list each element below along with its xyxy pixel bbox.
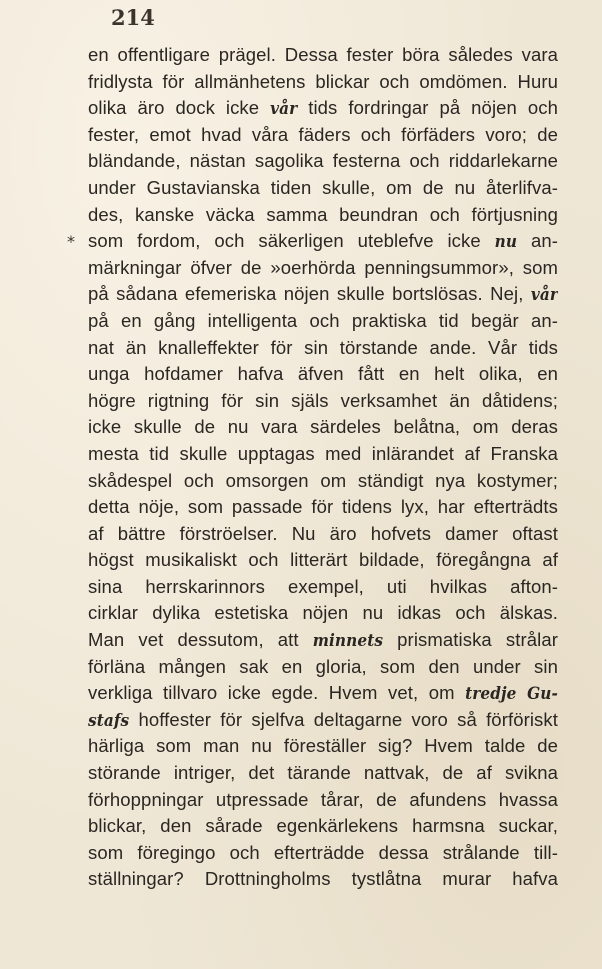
text-segment: verkliga tillvaro icke egde. Hvem vet, om	[88, 682, 466, 704]
text-line	[88, 202, 558, 229]
text-line	[88, 69, 558, 96]
text-line	[88, 335, 558, 362]
text-segment: Man vet dessutom, att	[88, 629, 313, 651]
text-line	[88, 680, 558, 707]
text-segment: hoffester för sjelfva deltagarne voro så förföriskt	[129, 708, 558, 730]
text-segment: bländande, nästan sagolika festerna och riddarlekarne	[88, 150, 558, 172]
text-segment: förhoppningar utpressade tårar, de afundens hvassa	[88, 788, 558, 810]
text-segment: an-	[517, 230, 558, 252]
text-segment: unga hofdamer hafva äfven fått en helt olika, en	[88, 363, 558, 385]
text-segment: störande intriger, det tärande nattvak, de af svikna	[88, 762, 558, 784]
text-line	[88, 95, 558, 122]
text-segment: sina herrskarinnors exempel, uti hvilkas afton-	[88, 575, 558, 597]
text-line	[88, 175, 558, 202]
text-segment: härliga som man nu föreställer sig? Hvem talde de	[88, 735, 558, 757]
text-segment: förläna mången sak en gloria, som den under sin	[88, 655, 558, 677]
text-line	[88, 441, 558, 468]
text-segment: högre rigtning för sin själs verksamhet än dåtidens;	[88, 389, 558, 411]
text-line	[88, 308, 558, 335]
text-line	[88, 840, 558, 867]
italic-text: vår	[530, 285, 558, 306]
text-line	[88, 760, 558, 787]
text-segment: på en gång intelligenta och praktiska tid begär an-	[88, 309, 558, 331]
text-segment: blickar, den sårade egenkärlekens harmsna suckar,	[88, 815, 558, 837]
italic-text: nu	[494, 232, 518, 253]
text-segment: högst musikaliskt och litterärt bildade, föregångna af	[88, 549, 558, 571]
page-number: 214	[111, 5, 155, 30]
text-segment: olika äro dock icke	[88, 97, 271, 119]
italic-text: vår	[270, 99, 298, 120]
text-line	[88, 813, 558, 840]
text-segment: under Gustavianska tiden skulle, om de nu återlifva-	[88, 176, 558, 198]
text-line	[88, 281, 558, 308]
text-line	[88, 468, 558, 495]
text-segment: prismatiska strålar	[383, 629, 558, 651]
text-line	[88, 547, 558, 574]
text-segment: som föregingo och efterträdde dessa strålande till-	[88, 841, 558, 863]
text-segment: ställningar? Drottningholms tystlåtna murar hafva	[88, 868, 558, 890]
text-line	[88, 707, 558, 734]
text-line	[88, 787, 558, 814]
italic-text: tredje Gu-	[465, 684, 558, 705]
italic-text: stafs	[88, 710, 130, 731]
text-line	[88, 414, 558, 441]
text-segment: tids fordringar på nöjen och	[297, 97, 558, 119]
text-line	[88, 733, 558, 760]
text-line	[88, 627, 558, 654]
text-segment: af bättre förströelser. Nu äro hofvets damer oftast	[88, 522, 558, 544]
text-line	[88, 255, 558, 282]
text-line	[88, 388, 558, 415]
text-segment: icke skulle de nu vara särdeles belåtna, om deras	[88, 416, 558, 438]
text-segment: nat än knalleffekter för sin törstande ande. Vår tids	[88, 336, 558, 358]
text-line	[88, 122, 558, 149]
text-line	[88, 228, 558, 255]
text-line	[88, 494, 558, 521]
text-segment: en offentligare prägel. Dessa fester böra således vara	[88, 44, 558, 65]
text-line	[88, 600, 558, 627]
text-segment: fester, emot hvad våra fäders och förfäders voro; de	[88, 123, 558, 145]
text-line	[88, 521, 558, 548]
text-segment: skådespel och omsorgen om ständigt nya kostymer;	[88, 469, 558, 491]
text-segment: mesta tid skulle upptagas med inlärandet af Franska	[88, 442, 558, 464]
text-line	[88, 574, 558, 601]
body-text	[88, 42, 558, 893]
text-line	[88, 866, 558, 893]
text-line	[88, 42, 558, 69]
text-segment: märkningar öfver de »oerhörda penningsummor», som	[88, 256, 558, 278]
text-line	[88, 361, 558, 388]
text-segment: på sådana efemeriska nöjen skulle bortslösas. Nej,	[88, 283, 531, 305]
text-line	[88, 148, 558, 175]
text-segment: detta nöje, som passade för tidens lyx, har efterträdts	[88, 496, 558, 518]
text-segment: fridlysta för allmänhetens blickar och omdömen. Huru	[88, 70, 558, 92]
italic-text: minnets	[312, 631, 384, 652]
text-segment: som fordom, och säkerligen uteblefve icke	[88, 230, 495, 252]
margin-asterisk: *	[67, 232, 75, 251]
text-line	[88, 654, 558, 681]
text-segment: cirklar dylika estetiska nöjen nu idkas och älskas.	[88, 602, 558, 624]
text-segment: des, kanske väcka samma beundran och förtjusning	[88, 203, 558, 225]
